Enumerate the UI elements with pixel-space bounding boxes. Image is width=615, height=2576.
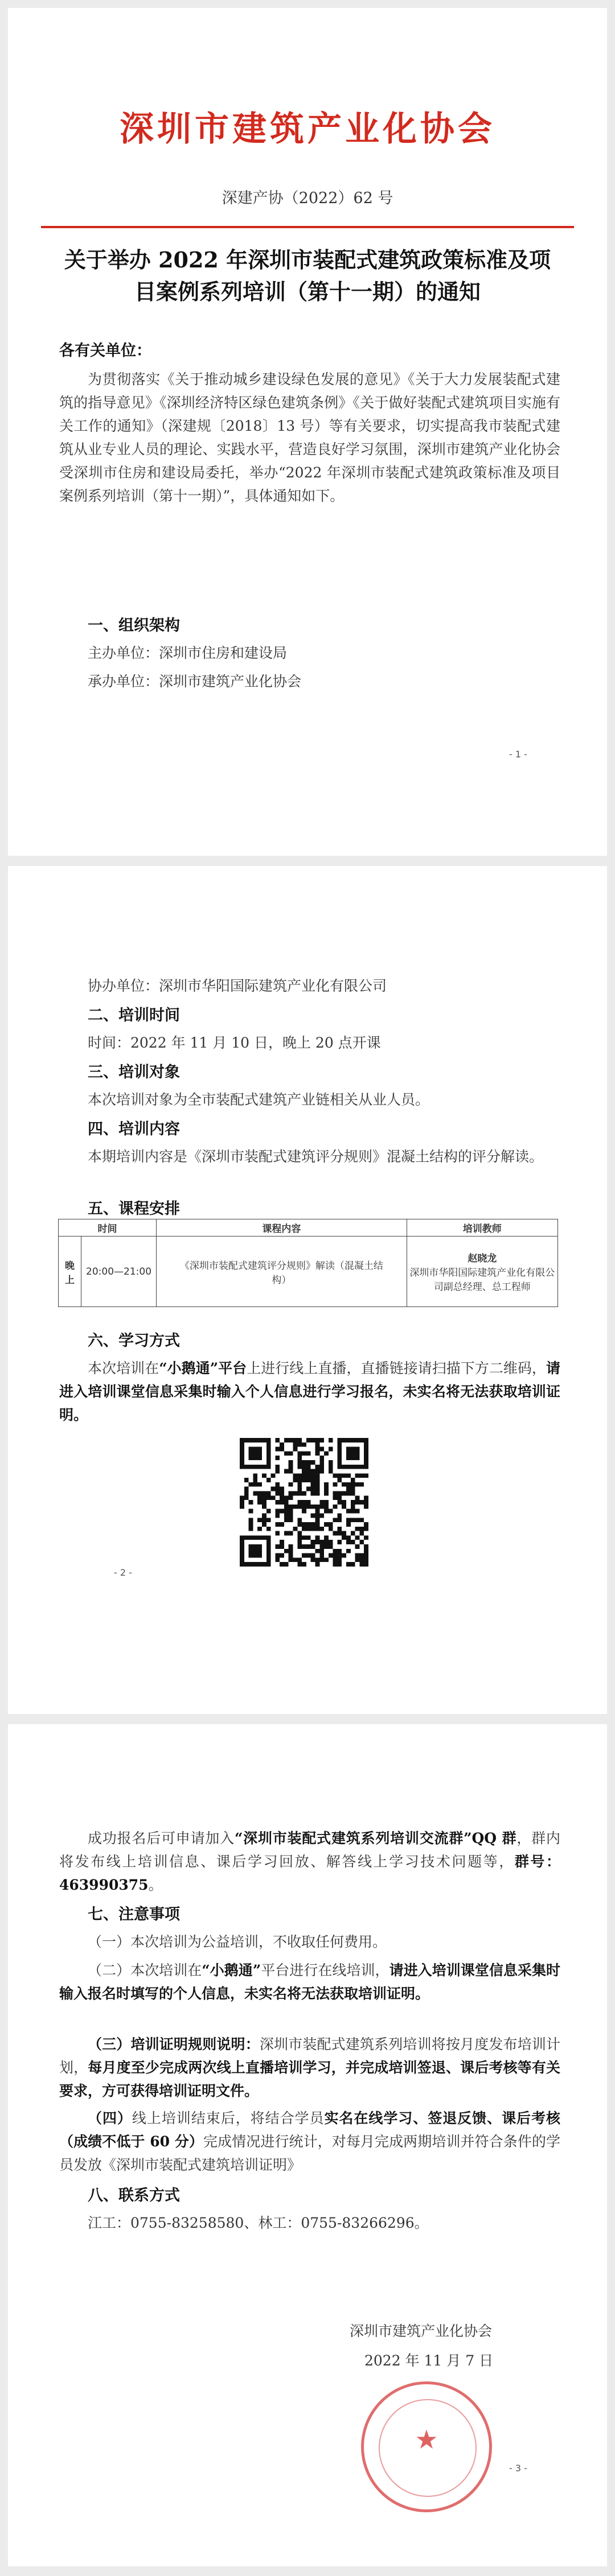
note-text: （二）本次培训在 [88,1962,202,1979]
training-audience: 本次培训对象为全市装配式建筑产业链相关从业人员。 [88,1091,430,1108]
signature-date: 2022 年 11 月 7 日 [364,2352,494,2369]
table-cell-period: 晚上 [59,1237,81,1307]
note-text: 深圳市装配式建筑系列培训将按月度发布培训计划， [59,2036,560,2076]
section-heading-3: 三、培训对象 [88,1064,180,1081]
study-method-paragraph [59,1357,560,1427]
section-heading-7: 七、注意事项 [88,1906,180,1923]
group-text: 。 [148,1877,163,1893]
official-seal [361,2381,492,2512]
document-page-1 [8,8,607,856]
co-organizer-unit: 协办单位：深圳市华阳国际建筑产业化有限公司 [88,978,387,994]
section-heading-6: 六、学习方式 [88,1332,180,1350]
note-2 [59,1959,560,2005]
salutation: 各有关单位： [59,342,151,360]
note-label: （三）培训证明规则说明： [88,2036,260,2052]
intro-paragraph: 为贯彻落实《关于推动城乡建设绿色发展的意见》《关于大力发展装配式建筑的指导意见》《深圳经济特区绿色建筑条例》《关于做好装配式建筑项目实施有关工作的通知》（深建规〔2018〕13 号）等有关要求，切实提高我市装配式建筑从业专业人员的理论、实践水平，营造良好学习氛围，深圳市建筑产业化协会受深圳市住房和建设局委托，举办“2022 年深圳市装配式建筑政策标准及项目案例系列培训（第十一期）”，具体通知如下。 [59,371,560,504]
platform-name: “小鹅通”平台 [159,1360,247,1376]
note-text: 平台进行在线培训， [261,1962,390,1979]
note-1: （一）本次培训为公益培训，不收取任何费用。 [88,1934,387,1950]
contact-info: 江工：0755-83258580、林工：0755-83266296。 [88,2215,429,2231]
qr-code[interactable] [240,1438,368,1567]
platform-name: “小鹅通” [202,1962,261,1979]
note-label: （四） [88,2110,132,2126]
table-cell-time: 20:00—21:00 [81,1237,156,1307]
group-text: 成功报名后可申请加入 [88,1830,235,1847]
section-heading-2: 二、培训时间 [88,1007,180,1024]
seal-star-icon: ★ [415,2424,438,2455]
group-name: “深圳市装配式建筑系列培训交流群”QQ 群 [234,1830,517,1847]
table-cell-teacher [407,1237,557,1307]
page-number: - 2 - [114,1567,132,1578]
section-heading-5: 五、课程安排 [88,1200,180,1218]
schedule-table [58,1219,558,1307]
signature-org: 深圳市建筑产业化协会 [350,2323,493,2339]
group-number: 群号：463990375 [59,1853,560,1893]
document-number: 深建产协（2022）62 号 [222,189,393,207]
study-text: 本次培训在 [88,1360,159,1376]
table-header: 课程内容 [157,1219,407,1237]
note-text: 线上培训结束后，将结合学员 [132,2110,325,2126]
table-header: 时间 [59,1219,157,1237]
table-cell-course: 《深圳市装配式建筑评分规则》解读（混凝土结构） [157,1237,407,1307]
training-time: 时间：2022 年 11 月 10 日，晚上 20 点开课 [88,1034,381,1051]
study-requirement: 请进入培训课堂信息采集时输入个人信息进行学习报名，未实名将无法获取培训证明。 [59,1360,560,1423]
org-header: 深圳市建筑产业化协会 [120,109,495,149]
teacher-description: 深圳市华阳国际建筑产业化有限公司副总经理、总工程师 [409,1267,555,1293]
table-header-row [59,1219,558,1237]
group-text: ，群内将发布线上培训信息、课后学习回放、解答线上学习技术问题等， [59,1830,560,1870]
page-number: - 3 - [509,2463,527,2474]
document-page-3 [8,1724,607,2566]
red-divider [41,226,574,228]
section-heading-4: 四、培训内容 [88,1120,180,1138]
study-text: 上进行线上直播，直播链接请扫描下方二维码， [247,1360,546,1376]
note-4 [59,2107,560,2177]
table-row [59,1237,558,1307]
note-3 [59,2033,560,2103]
host-unit: 主办单位：深圳市住房和建设局 [88,645,288,661]
note-requirement: 请进入培训课堂信息采集时输入报名时填写的个人信息，未实名将无法获取培训证明。 [59,1962,560,2002]
note-requirement: 每月度至少完成两次线上直播培训学习，并完成培训签退、课后考核等有关要求，方可获得培训证明文件。 [59,2059,560,2099]
training-content: 本期培训内容是《深圳市装配式建筑评分规则》混凝土结构的评分解读。 [88,1148,544,1165]
teacher-name: 赵晓龙 [468,1253,497,1264]
section-heading-8: 八、联系方式 [88,2187,180,2204]
note-text: 完成情况进行统计，对每月完成两期培训并符合条件的学员发放《深圳市装配式建筑培训证明》 [59,2133,560,2173]
section-heading-1: 一、组织架构 [88,617,180,634]
qq-group-paragraph [59,1827,560,1897]
document-page-2 [8,866,607,1714]
table-header: 培训教师 [407,1219,557,1237]
note-requirement: 实名在线学习、签退反馈、课后考核（成绩不低于 60 分） [59,2110,560,2150]
organizer-unit: 承办单位：深圳市建筑产业化协会 [88,673,302,690]
page-number: - 1 - [509,749,527,760]
document-title: 关于举办 2022 年深圳市装配式建筑政策标准及项目案例系列培训（第十一期）的通知 [64,247,551,304]
